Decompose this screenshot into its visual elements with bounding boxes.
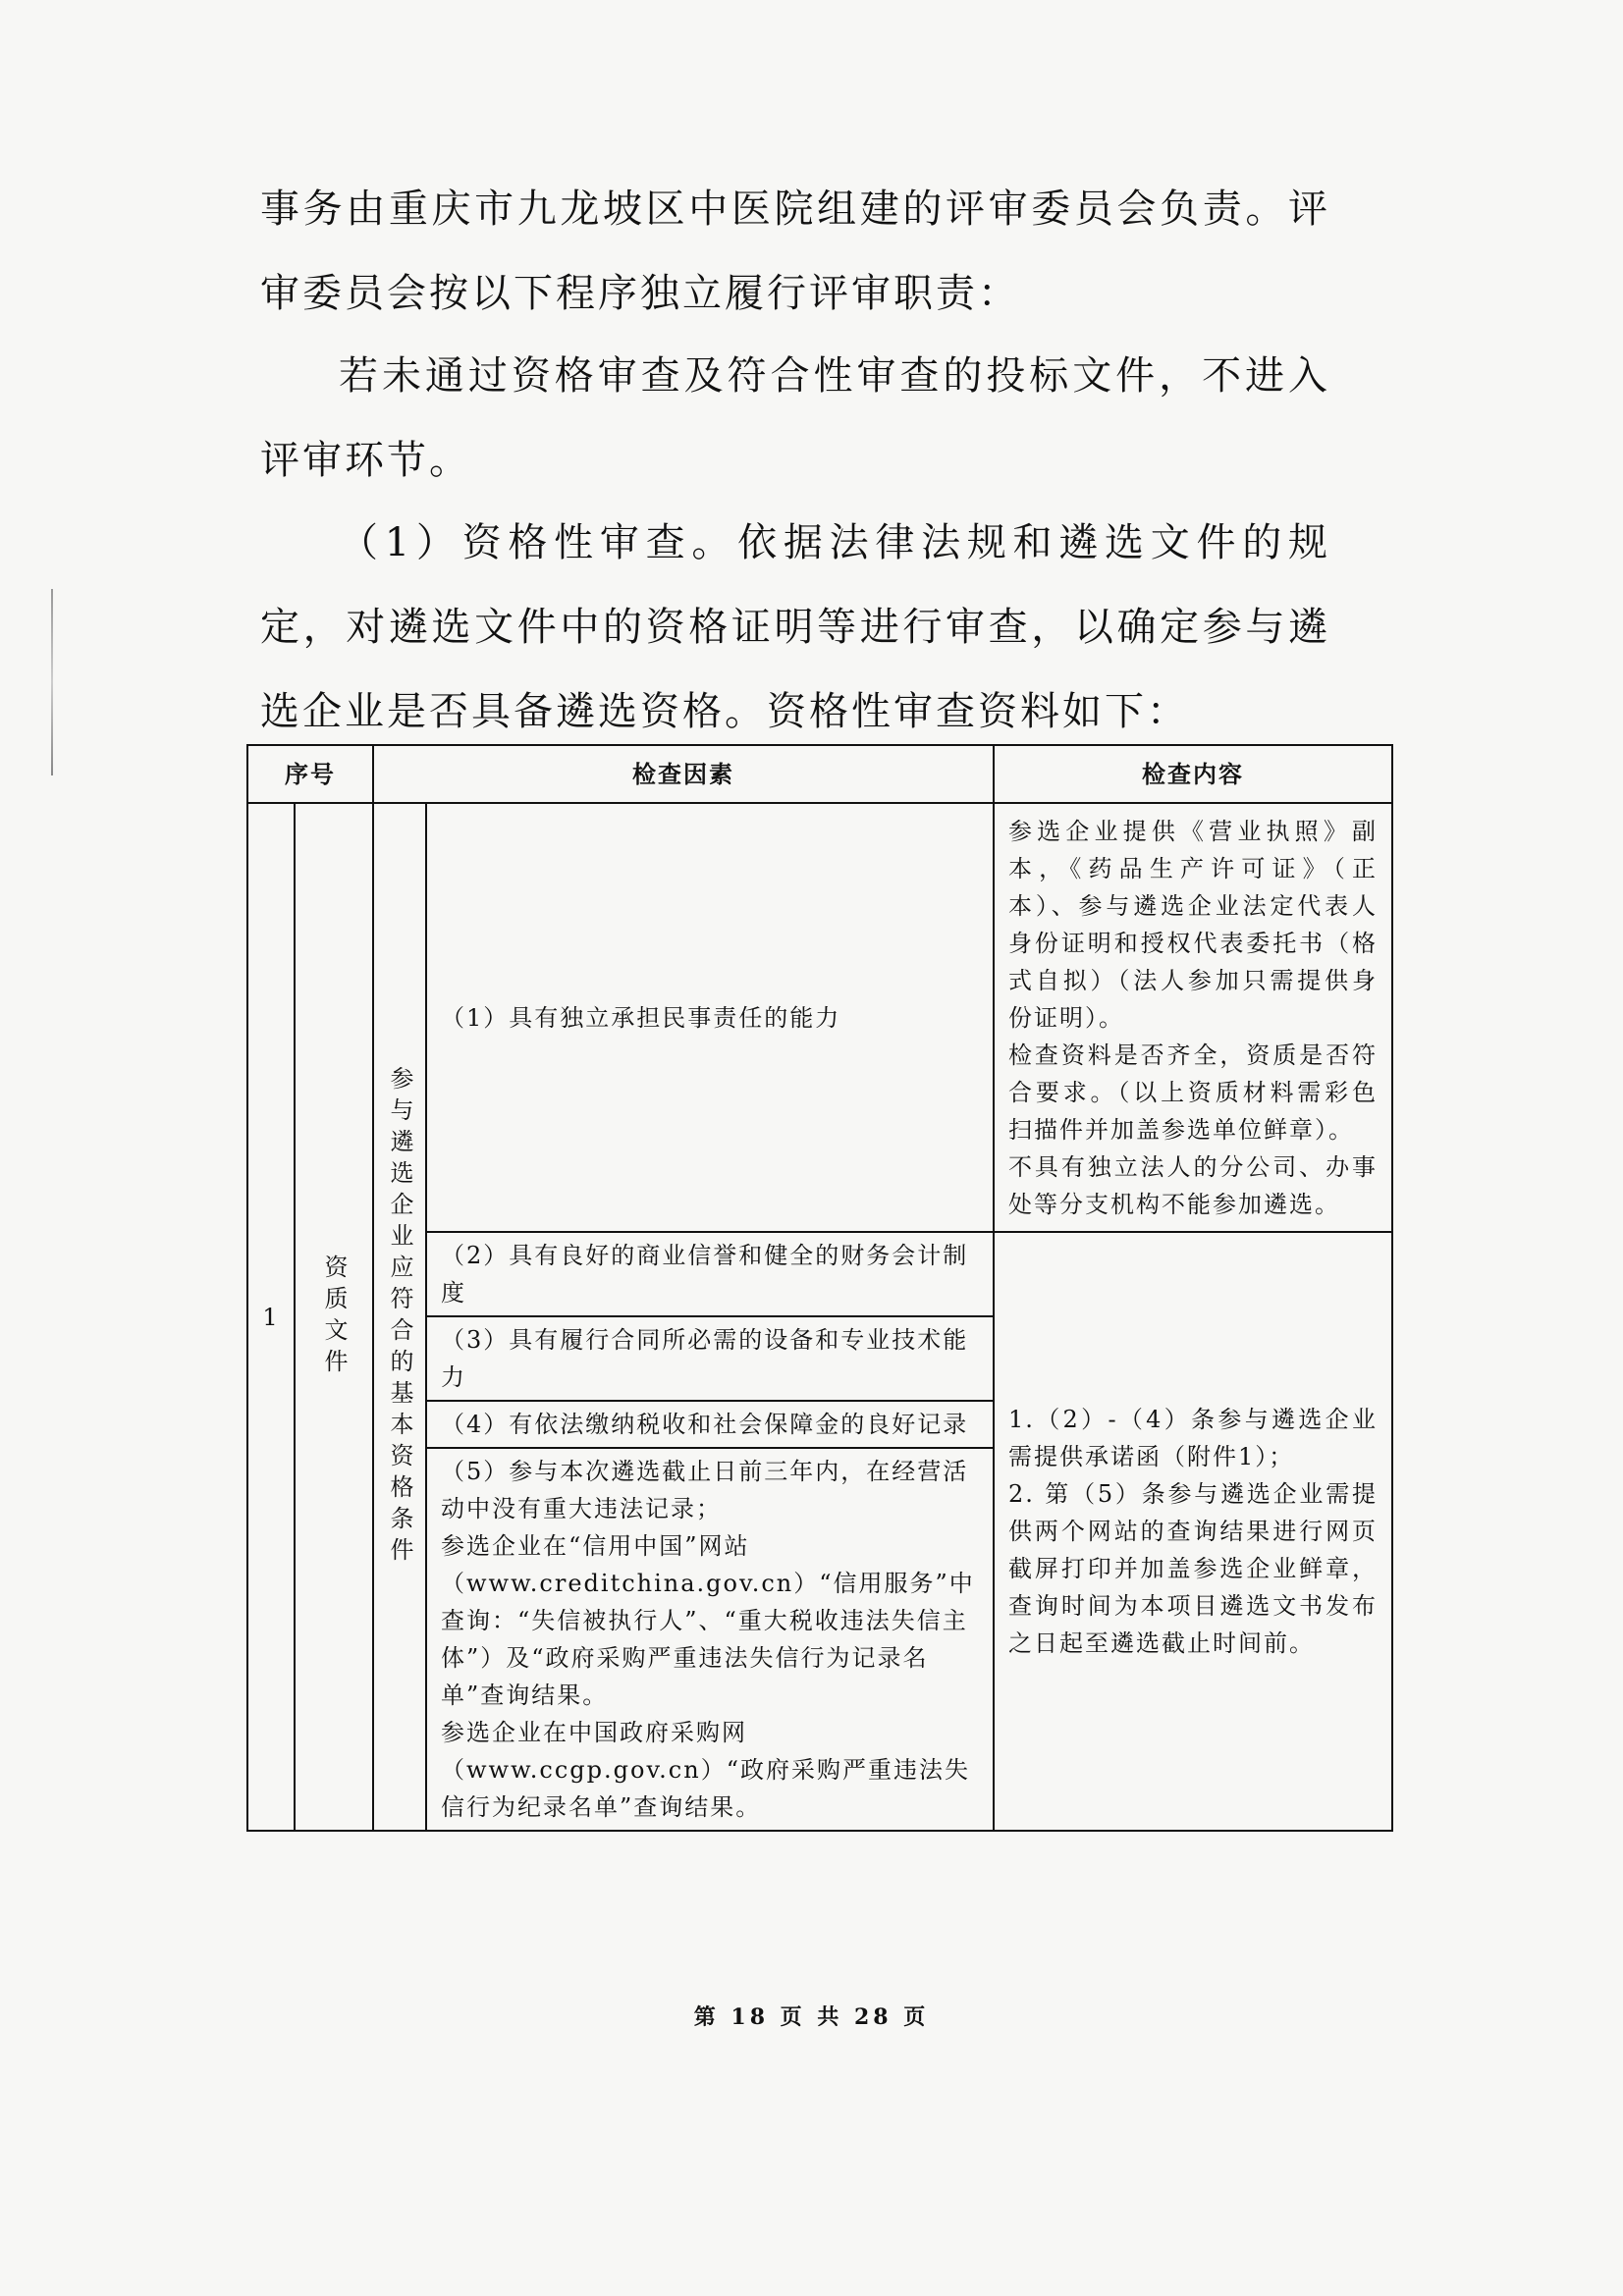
item-cell-1 xyxy=(426,803,994,1232)
item-5-creditchina: 参选企业在“信用中国”网站（www.creditchina.gov.cn）“信用服务”中查询：“失信被执行人”、“重大税收违法失信主体”）及“政府采购严重违法失信行为记录名单”查询结果。 xyxy=(441,1532,975,1709)
item-cell-3 xyxy=(426,1316,994,1401)
content-2-para-2: 2. 第（5）条参与遴选企业需提供两个网站的查询结果进行网页截屏打印并加盖参选企业鲜章，查询时间为本项目遴选文书发布之日起至遴选截止时间前。 xyxy=(1008,1480,1378,1657)
table-header-row xyxy=(247,745,1392,803)
item-cell-4 xyxy=(426,1401,994,1448)
header-factor: 检查因素 xyxy=(373,745,994,803)
content-cell-2 xyxy=(994,1232,1392,1831)
item-2: （2）具有良好的商业信誉和健全的财务会计制度 xyxy=(441,1242,969,1307)
content-2-para-1: 1.（2）-（4）条参与遴选企业需提供承诺函（附件1）； xyxy=(1008,1406,1378,1470)
header-content: 检查内容 xyxy=(994,745,1392,803)
paragraph-review-note: 若未通过资格审查及符合性审查的投标文件，不进入评审环节。 xyxy=(260,353,1330,483)
category-label: 资质文件 xyxy=(320,1254,348,1380)
qualification-table xyxy=(246,744,1393,1832)
paragraph-intro: 事务由重庆市九龙坡区中医院组建的评审委员会负责。评审委员会按以下程序独立履行评审职责： xyxy=(260,187,1330,316)
item-5-ccgp: 参选企业在中国政府采购网（www.ccgp.gov.cn）“政府采购严重违法失信行为纪录名单”查询结果。 xyxy=(441,1719,970,1821)
content-cell-1 xyxy=(994,803,1392,1232)
item-3: （3）具有履行合同所必需的设备和专业技术能力 xyxy=(441,1326,969,1391)
condition-label: 参与遴选企业应符合的基本资格条件 xyxy=(386,1065,413,1569)
table-row xyxy=(247,803,1392,1232)
condition-cell xyxy=(373,803,426,1831)
paragraph-qualification-review: （1）资格性审查。依据法律法规和遴选文件的规定，对遴选文件中的资格证明等进行审查，以确定参与遴选企业是否具备遴选资格。资格性审查资料如下： xyxy=(260,520,1330,734)
item-cell-2 xyxy=(426,1232,994,1316)
category-cell xyxy=(295,803,373,1831)
content-1-para-3: 不具有独立法人的分公司、办事处等分支机构不能参加遴选。 xyxy=(1008,1152,1378,1218)
item-1: （1）具有独立承担民事责任的能力 xyxy=(441,1003,841,1032)
seq-cell: 1 xyxy=(247,803,295,1831)
item-4: （4）有依法缴纳税收和社会保障金的良好记录 xyxy=(441,1411,969,1438)
content-1-para-1: 参选企业提供《营业执照》副本，《药品生产许可证》（正本）、参与遴选企业法定代表人身份证明和授权代表委托书（格式自拟）（法人参加只需提供身份证明）。 xyxy=(1008,817,1378,1032)
item-cell-5 xyxy=(426,1448,994,1831)
content-1-para-2: 检查资料是否齐全，资质是否符合要求。（以上资质材料需彩色扫描件并加盖参选单位鲜章）。 xyxy=(1008,1041,1378,1144)
scan-edge-mark xyxy=(51,589,53,775)
page-number: 第 18 页 共 28 页 xyxy=(693,2004,930,2030)
item-5: （5）参与本次遴选截止日前三年内，在经营活动中没有重大违法记录； xyxy=(441,1458,969,1522)
header-seq: 序号 xyxy=(247,745,373,803)
